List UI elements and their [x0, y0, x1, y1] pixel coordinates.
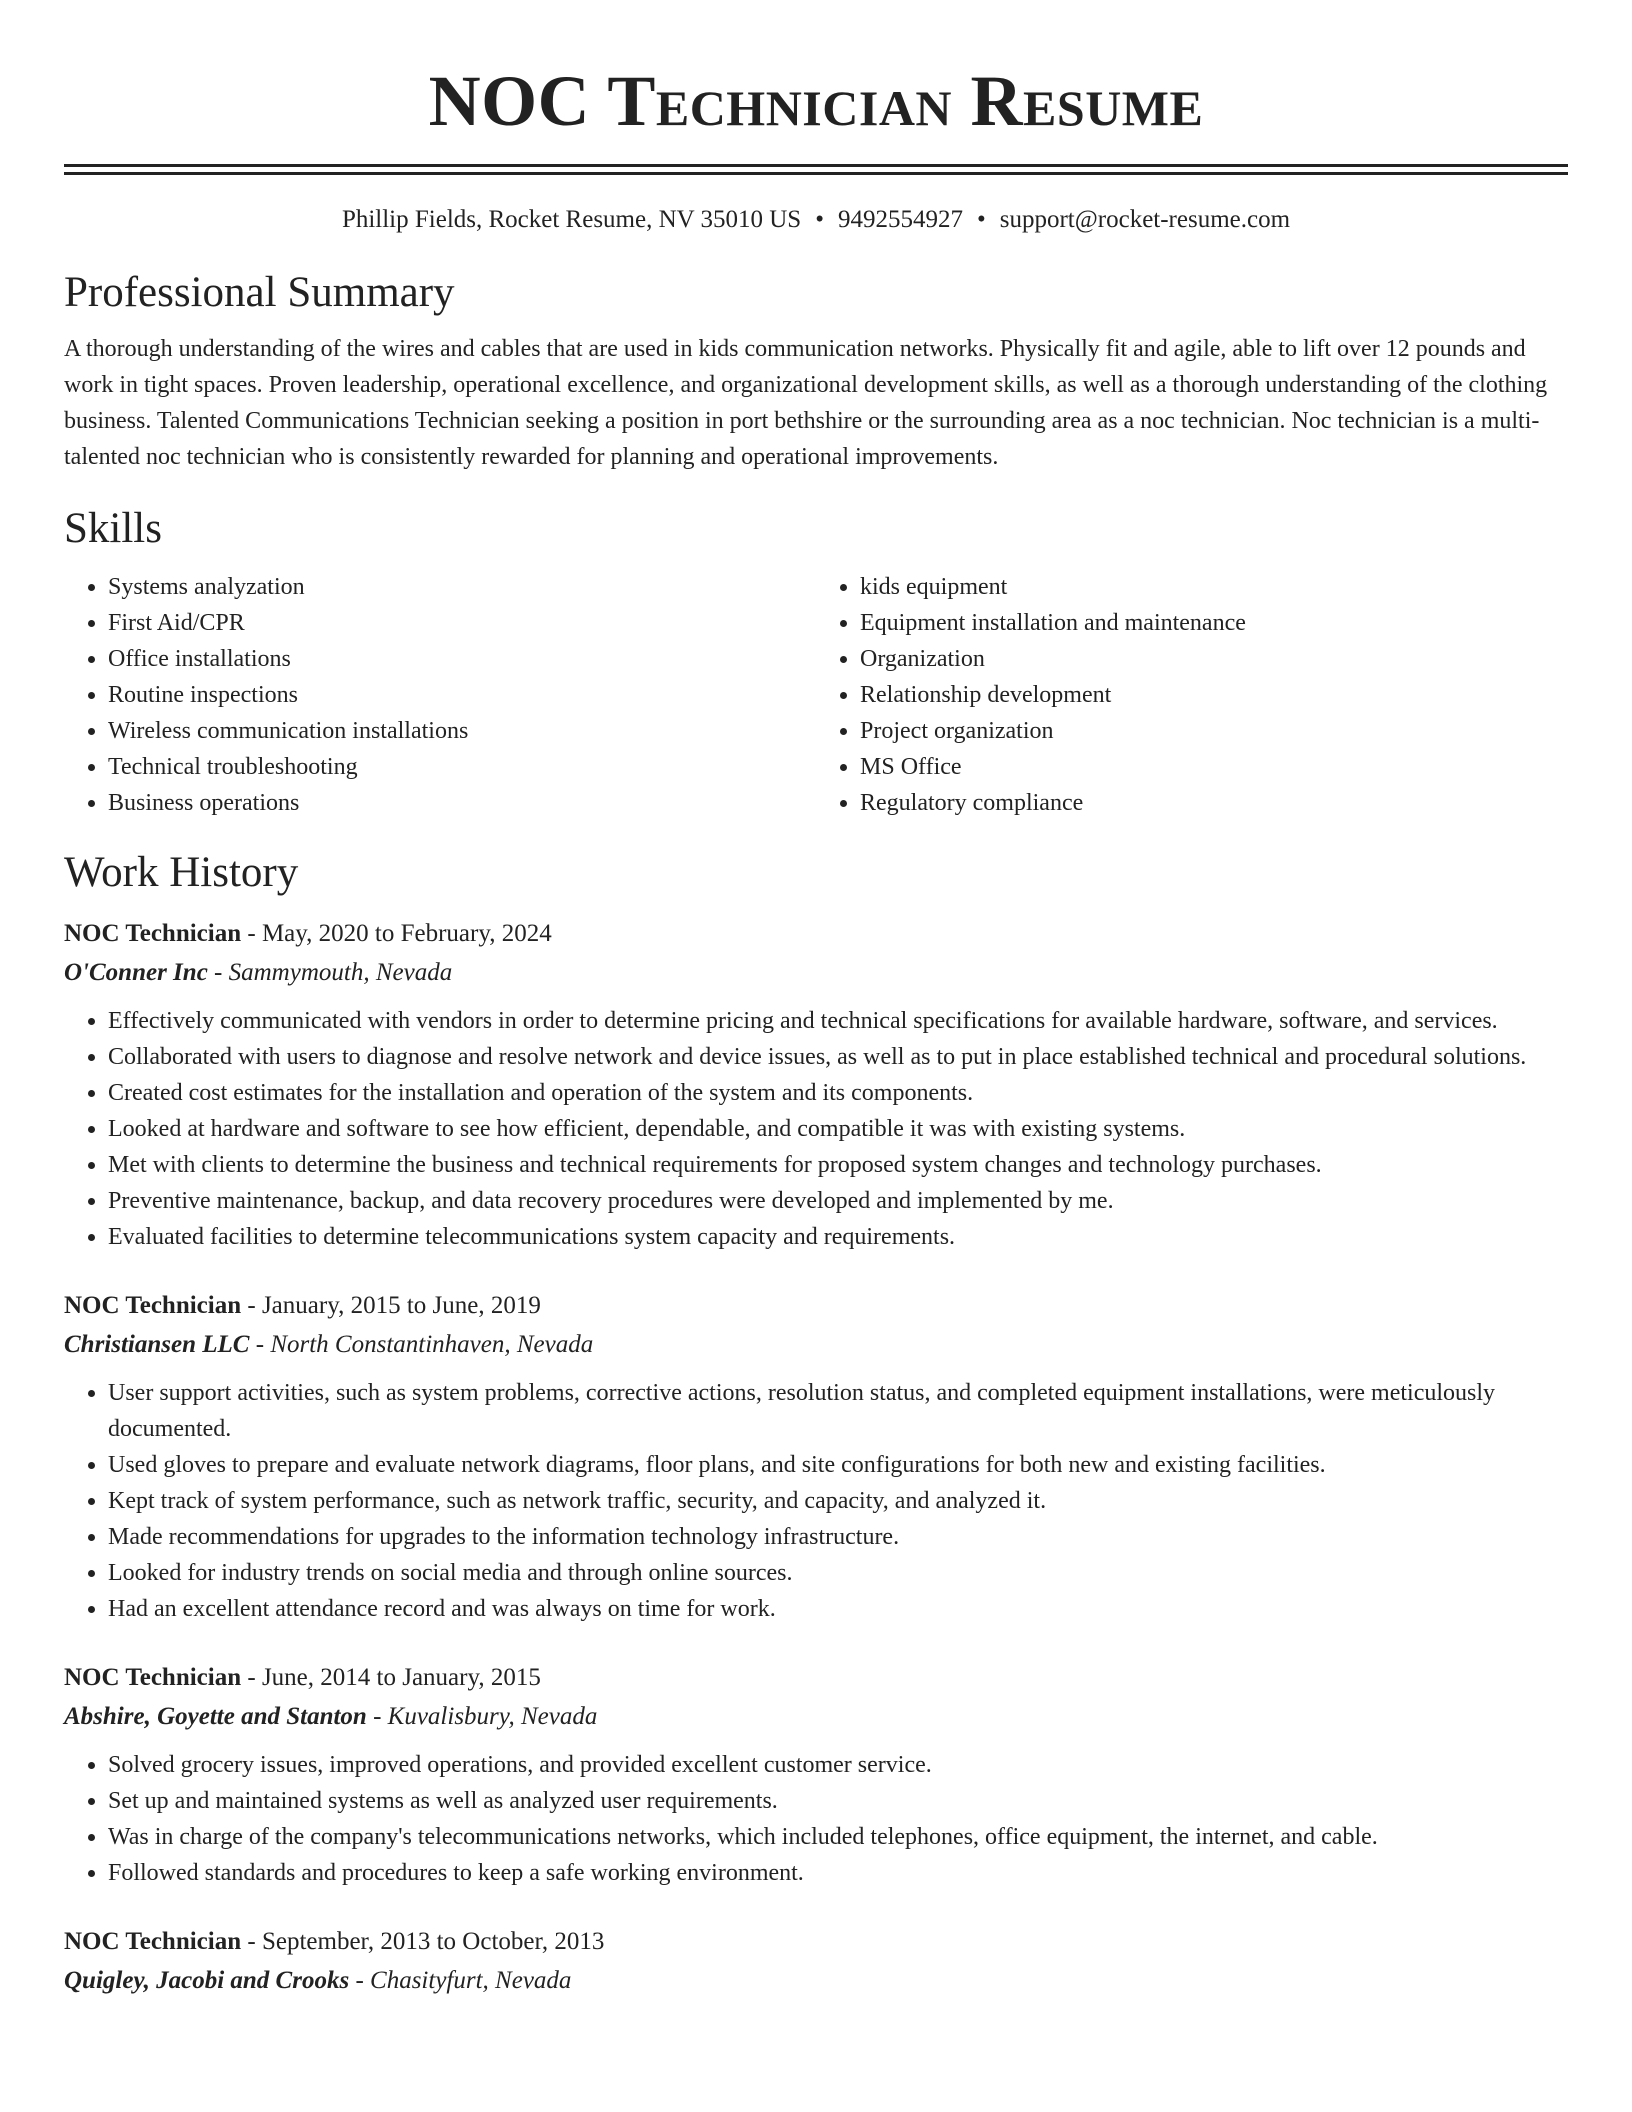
job-location: Sammymouth, Nevada: [228, 959, 453, 986]
job-bullet: • Was in charge of the company's telecommunications networks, which included telephones, office equipment, the internet, and cable.: [108, 1819, 1568, 1855]
job-title: NOC Technician: [64, 1292, 242, 1319]
job-company-line: Abshire, Goyette and Stanton - Kuvalisbury, Nevada: [64, 1703, 598, 1730]
skill-item: • kids equipment: [860, 569, 1568, 605]
summary-text: A thorough understanding of the wires and cables that are used in kids communication networks. Physically fit and agile, able to lift over 12 pounds and work in tight spaces. Proven leadership, operational excellence, and organizational development skills, as well as a thorough understanding of the clothing business. Talented Communications Technician seeking a position in port bethshire or the surrounding area as a noc technician. Noc technician is a multi-talented noc technician who is consistently rewarded for planning and operational improvements.: [64, 336, 1548, 470]
job-location: North Constantinhaven, Nevada: [270, 1331, 594, 1358]
skills-section: [64, 501, 1568, 821]
section-heading-summary: Professional Summary: [64, 269, 455, 316]
job-bullet: • Had an excellent attendance record and was always on time for work.: [108, 1591, 1568, 1627]
job-location: Kuvalisbury, Nevada: [387, 1703, 598, 1730]
job-dates: May, 2020 to February, 2024: [261, 920, 552, 947]
job-bullets: [64, 1747, 1568, 1891]
skill-item: • Business operations: [108, 785, 816, 821]
resume-title: NOC Technician Resume: [428, 61, 1204, 141]
job-bullet: • Met with clients to determine the business and technical requirements for proposed system changes and technology purchases.: [108, 1147, 1568, 1183]
skill-item: • Regulatory compliance: [860, 785, 1568, 821]
contact-separator: •: [815, 206, 824, 233]
job-company-line: Quigley, Jacobi and Crooks - Chasityfurt, Nevada: [64, 1967, 572, 1994]
contact-line: [64, 203, 1568, 237]
section-heading-work-history: Work History: [64, 849, 299, 896]
job-bullet: • Collaborated with users to diagnose and resolve network and device issues, as well as to put in place established technical and procedural solutions.: [108, 1039, 1568, 1075]
job-company-line: O'Conner Inc - Sammymouth, Nevada: [64, 959, 453, 986]
job-title-line: NOC Technician - June, 2014 to January, 2015: [64, 1664, 541, 1691]
job-entry: [64, 1659, 1568, 1891]
job-title-line: NOC Technician - January, 2015 to June, 2019: [64, 1292, 541, 1319]
skill-item: • Office installations: [108, 641, 816, 677]
job-bullet: • Followed standards and procedures to keep a safe working environment.: [108, 1855, 1568, 1891]
skill-item: • Wireless communication installations: [108, 713, 816, 749]
job-bullet: • Evaluated facilities to determine telecommunications system capacity and requirements.: [108, 1219, 1568, 1255]
job-bullet: • Effectively communicated with vendors in order to determine pricing and technical specifications for available hardware, software, and services.: [108, 1003, 1568, 1039]
job-dates: January, 2015 to June, 2019: [261, 1292, 541, 1319]
job-title-line: NOC Technician - May, 2020 to February, 2024: [64, 920, 552, 947]
job-bullet: • Looked for industry trends on social media and through online sources.: [108, 1555, 1568, 1591]
section-heading-skills: Skills: [64, 505, 162, 552]
job-title: NOC Technician: [64, 1928, 242, 1955]
job-company: Christiansen LLC: [64, 1331, 250, 1358]
skill-item: • Equipment installation and maintenance: [860, 605, 1568, 641]
title-double-rule: [64, 164, 1568, 175]
job-entry: [64, 1923, 1568, 2001]
job-bullet: • Kept track of system performance, such as network traffic, security, and capacity, and analyzed it.: [108, 1483, 1568, 1519]
work-history-section: [64, 845, 1568, 2001]
job-bullets: [64, 1003, 1568, 1255]
skill-item: • Relationship development: [860, 677, 1568, 713]
job-bullet: • User support activities, such as system problems, corrective actions, resolution status, and completed equipment installations, were meticulously documented.: [108, 1375, 1568, 1447]
skill-item: • Systems analyzation: [108, 569, 816, 605]
job-entry: [64, 1287, 1568, 1627]
job-bullet: • Used gloves to prepare and evaluate network diagrams, floor plans, and site configurations for both new and existing facilities.: [108, 1447, 1568, 1483]
professional-summary-section: [64, 265, 1568, 475]
job-dates: September, 2013 to October, 2013: [261, 1928, 605, 1955]
job-company: Abshire, Goyette and Stanton: [64, 1703, 367, 1730]
job-bullet: • Solved grocery issues, improved operations, and provided excellent customer service.: [108, 1747, 1568, 1783]
contact-address: Phillip Fields, Rocket Resume, NV 35010 US: [341, 206, 802, 233]
job-company: Quigley, Jacobi and Crooks: [64, 1967, 350, 1994]
skill-item: • Project organization: [860, 713, 1568, 749]
skill-item: • MS Office: [860, 749, 1568, 785]
job-company-line: Christiansen LLC - North Constantinhaven, Nevada: [64, 1331, 594, 1358]
skills-list-right: [816, 569, 1568, 821]
skills-columns: [64, 569, 1568, 821]
job-bullets: [64, 1375, 1568, 1627]
job-dates: June, 2014 to January, 2015: [261, 1664, 541, 1691]
job-location: Chasityfurt, Nevada: [370, 1967, 572, 1994]
skills-list-left: [64, 569, 816, 821]
skill-item: • Routine inspections: [108, 677, 816, 713]
job-bullet: • Preventive maintenance, backup, and data recovery procedures were developed and implemented by me.: [108, 1183, 1568, 1219]
skill-item: • Technical troubleshooting: [108, 749, 816, 785]
job-bullet: • Looked at hardware and software to see how efficient, dependable, and compatible it was with existing systems.: [108, 1111, 1568, 1147]
contact-email: support@rocket-resume.com: [999, 206, 1291, 233]
job-company: O'Conner Inc: [64, 959, 208, 986]
skill-item: • Organization: [860, 641, 1568, 677]
job-bullet: • Set up and maintained systems as well as analyzed user requirements.: [108, 1783, 1568, 1819]
job-entry: [64, 915, 1568, 1255]
contact-separator: •: [976, 206, 986, 233]
job-title: NOC Technician: [64, 1664, 242, 1691]
job-title: NOC Technician: [64, 920, 242, 947]
skill-item: • First Aid/CPR: [108, 605, 816, 641]
job-bullet: • Made recommendations for upgrades to the information technology infrastructure.: [108, 1519, 1568, 1555]
contact-phone: 9492554927: [837, 206, 963, 233]
job-title-line: NOC Technician - September, 2013 to October, 2013: [64, 1928, 605, 1955]
job-bullet: • Created cost estimates for the installation and operation of the system and its components.: [108, 1075, 1568, 1111]
